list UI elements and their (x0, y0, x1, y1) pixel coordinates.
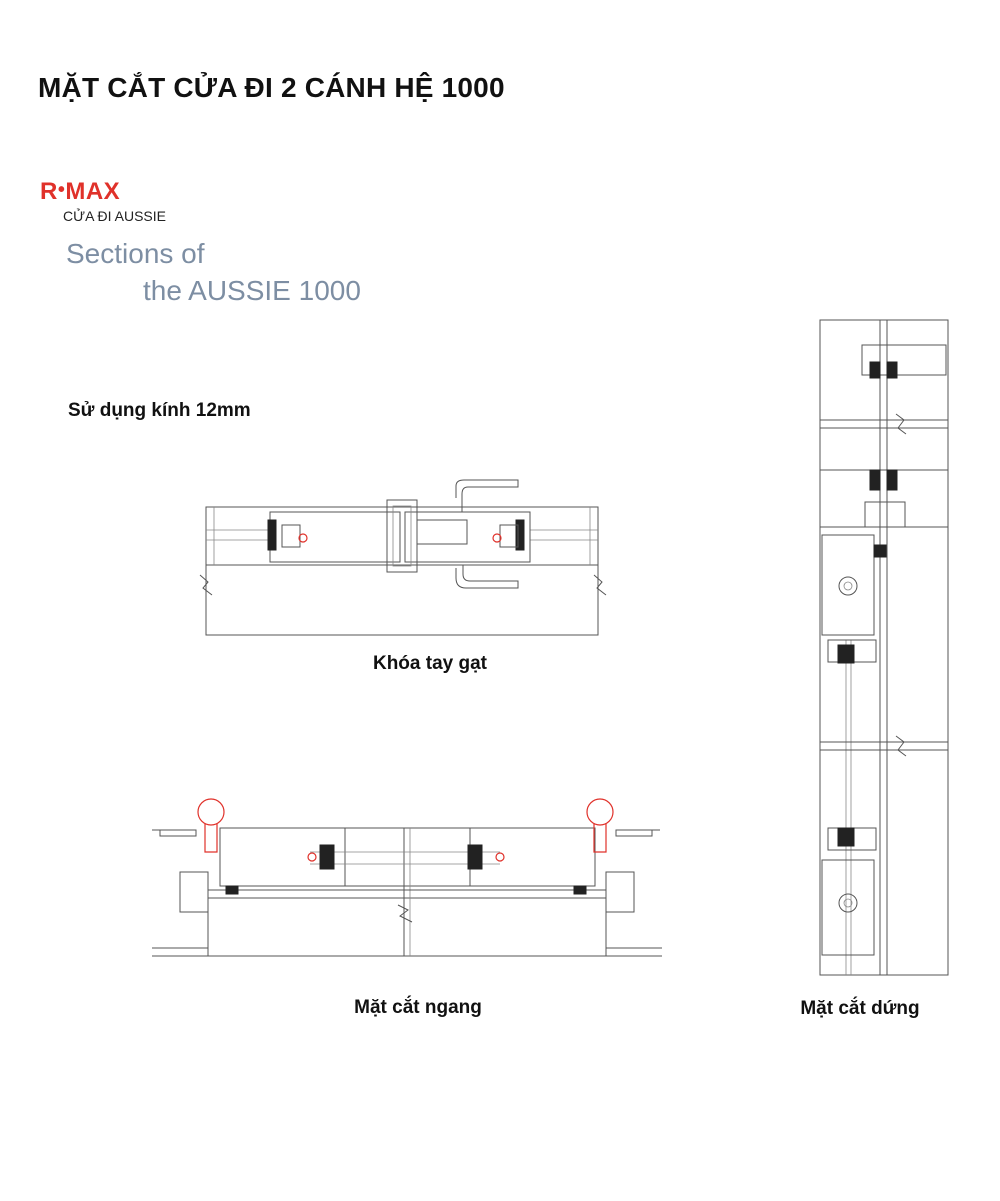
logo-text-r: R (40, 178, 58, 205)
caption-lock: Khóa tay gạt (372, 653, 488, 674)
lock-section-drawing (200, 480, 606, 635)
logo-dot: • (57, 179, 66, 201)
horizontal-section-drawing (152, 799, 662, 956)
page-title: MẶT CẮT CỬA ĐI 2 CÁNH HỆ 1000 (38, 72, 505, 103)
section-heading-line2: the AUSSIE 1000 (143, 275, 361, 306)
logo-subtitle: CỬA ĐI AUSSIE (63, 208, 166, 224)
section-heading-line1: Sections of (66, 238, 205, 269)
caption-vertical-section: Mặt cắt dứng (800, 998, 920, 1019)
caption-horizontal-section: Mặt cắt ngang (354, 997, 482, 1018)
logo-text-max: MAX (65, 178, 121, 205)
vertical-section-drawing (820, 320, 948, 975)
glass-note: Sử dụng kính 12mm (68, 400, 251, 421)
